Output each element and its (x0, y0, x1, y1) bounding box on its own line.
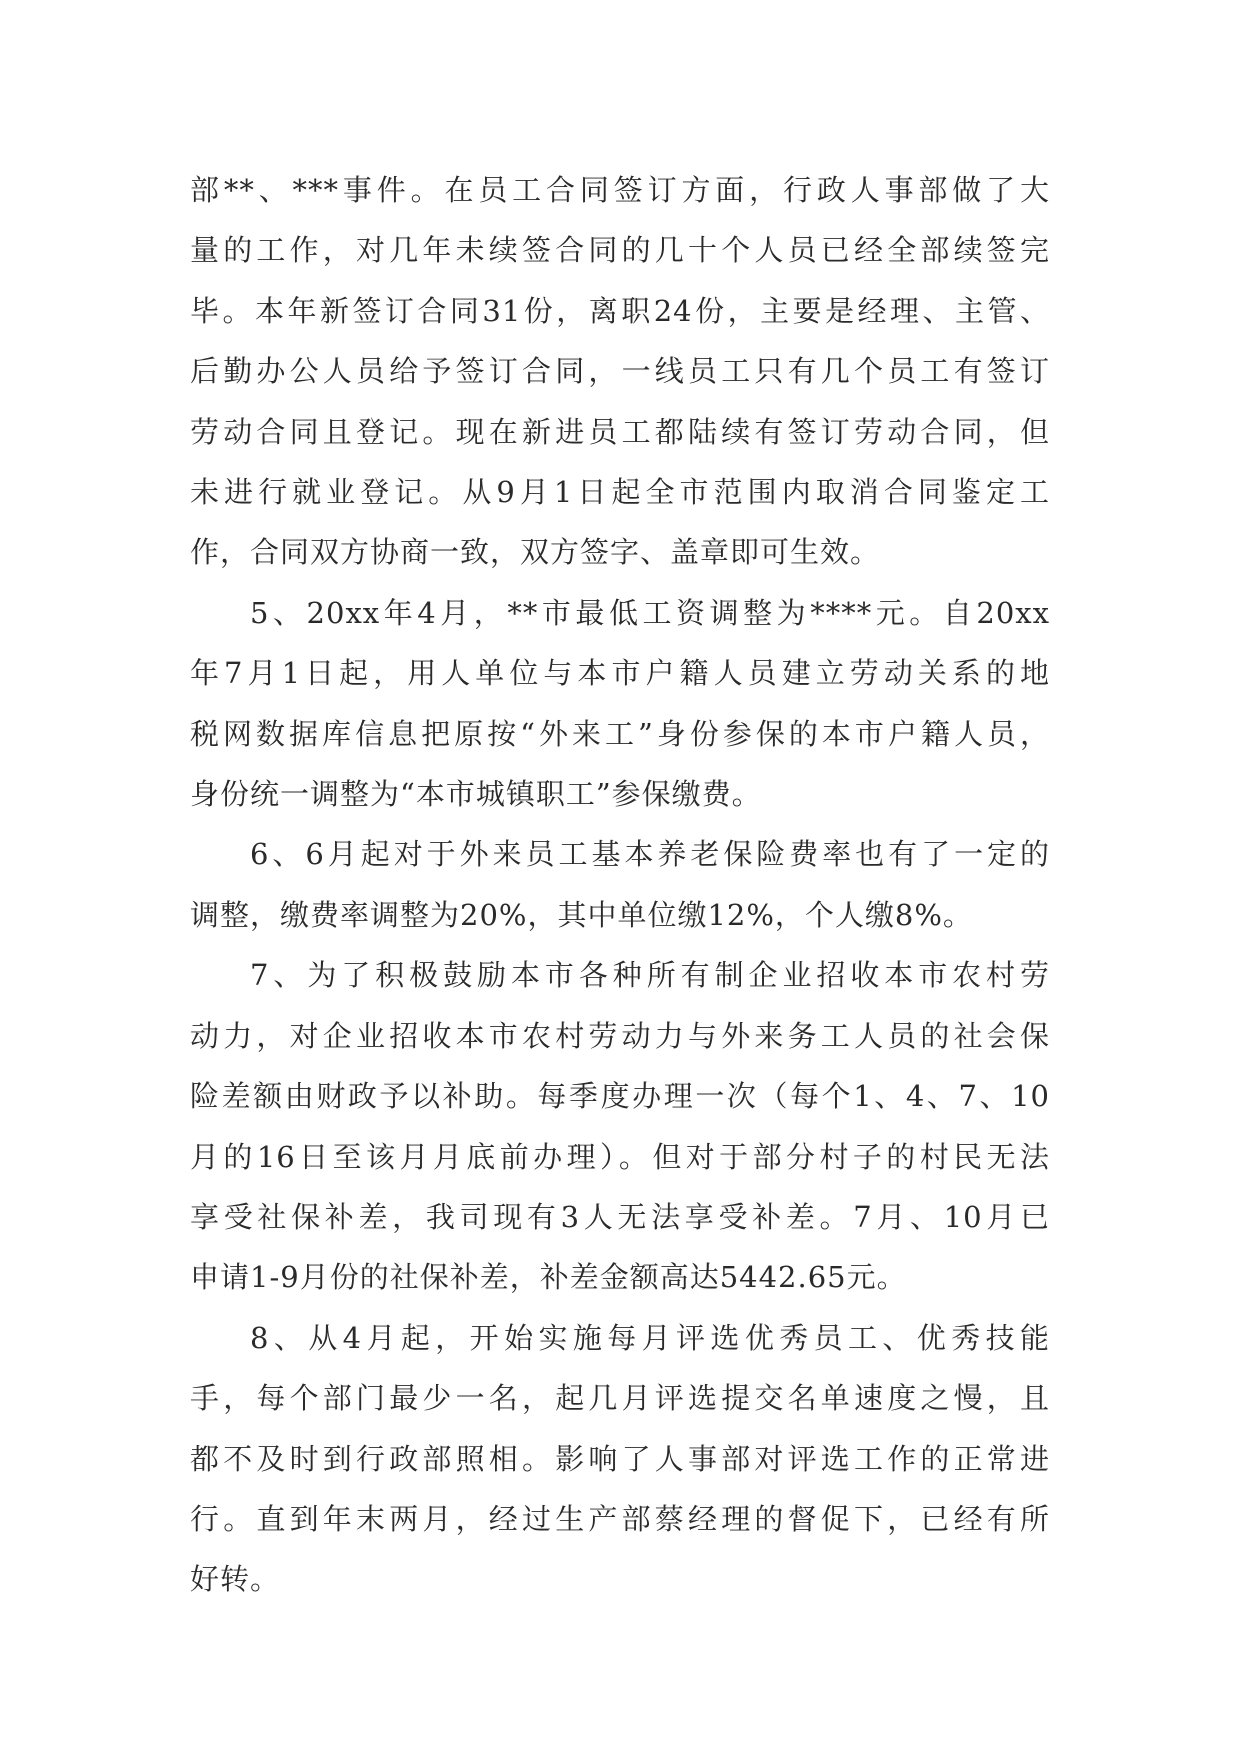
text-line: 身份统一调整为“本市城镇职工”参保缴费。 (190, 777, 762, 812)
text-line: 税网数据库信息把原按“外来工”身份参保的本市户籍人员， (190, 716, 1050, 751)
text-line: 申请1-9月份的社保补差，补差金额高达5442.65元。 (190, 1260, 907, 1295)
text-line: 动力，对企业招收本市农村劳动力与外来务工人员的社会保 (190, 1018, 1050, 1053)
text-line: 月的16日至该月月底前办理）。但对于部分村子的村民无法 (190, 1139, 1050, 1174)
text-line: 8、从4月起，开始实施每月评选优秀员工、优秀技能 (250, 1320, 1050, 1355)
paragraph-item-8 (190, 1308, 1050, 1610)
text-line: 5、20xx年4月，**市最低工资调整为****元。自20xx (250, 595, 1050, 630)
text-line: 好转。 (190, 1562, 281, 1597)
paragraph-item-5 (190, 583, 1050, 825)
text-line: 年7月1日起，用人单位与本市户籍人员建立劳动关系的地 (190, 656, 1050, 691)
text-line: 作，合同双方协商一致，双方签字、盖章即可生效。 (190, 535, 881, 570)
text-line: 后勤办公人员给予签订合同，一线员工只有几个员工有签订 (190, 354, 1050, 389)
text-line: 行。直到年末两月，经过生产部蔡经理的督促下，已经有所 (190, 1501, 1050, 1536)
text-line: 未进行就业登记。从9月1日起全市范围内取消合同鉴定工 (190, 475, 1050, 510)
text-line: 部**、***事件。在员工合同签订方面，行政人事部做了大 (190, 173, 1050, 207)
text-line: 调整，缴费率调整为20%，其中单位缴12%，个人缴8%。 (190, 897, 973, 932)
text-line: 7、为了积极鼓励本市各种所有制企业招收本市农村劳 (250, 958, 1050, 993)
paragraph-item-7 (190, 945, 1050, 1307)
paragraph-item-6 (190, 824, 1050, 945)
text-line: 劳动合同且登记。现在新进员工都陆续有签订劳动合同，但 (190, 414, 1050, 449)
paragraph-contract (190, 160, 1050, 583)
text-line: 都不及时到行政部照相。影响了人事部对评选工作的正常进 (190, 1441, 1050, 1476)
text-line: 6、6月起对于外来员工基本养老保险费率也有了一定的 (250, 837, 1050, 872)
text-line: 险差额由财政予以补助。每季度办理一次（每个1、4、7、10 (190, 1079, 1050, 1114)
text-line: 量的工作，对几年未续签合同的几十个人员已经全部续签完 (190, 233, 1050, 268)
document-body (190, 160, 1050, 1610)
text-line: 毕。本年新签订合同31份，离职24份，主要是经理、主管、 (190, 293, 1050, 328)
text-line: 享受社保补差，我司现有3人无法享受补差。7月、10月已 (190, 1199, 1050, 1234)
text-line: 手，每个部门最少一名，起几月评选提交名单速度之慢，且 (190, 1381, 1050, 1416)
